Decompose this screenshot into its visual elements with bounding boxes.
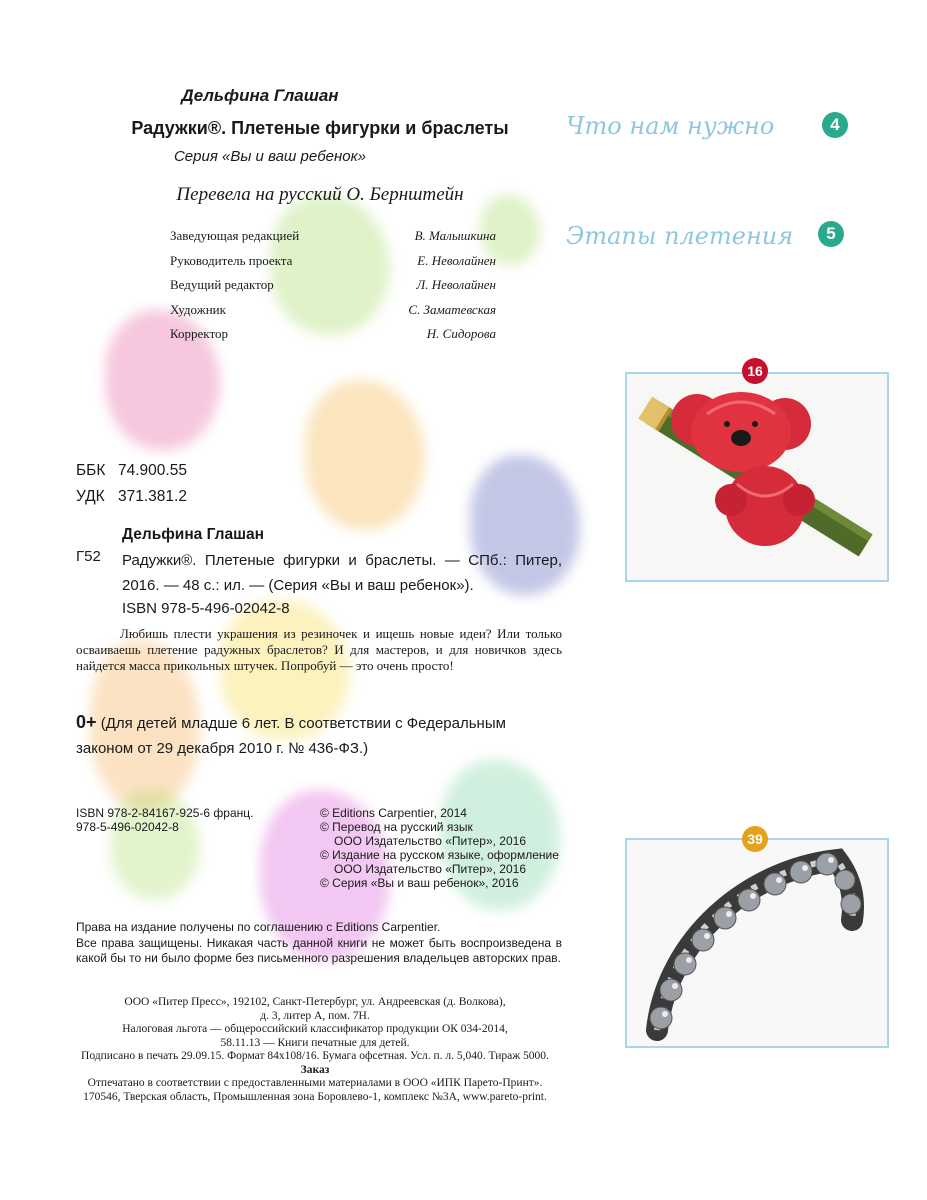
toc-page-badge[interactable]: 5 bbox=[818, 221, 844, 247]
bbk-value: 74.900.55 bbox=[118, 462, 187, 479]
publisher-line: ООО «Питер Пресс», 192102, Санкт-Петербург, ул. Андреевская (д. Волкова), bbox=[124, 996, 506, 1008]
toc-page-badge[interactable]: 4 bbox=[822, 112, 848, 138]
rights-line: Права на издание получены по соглашению с Editions Carpentier. bbox=[76, 920, 441, 934]
credit-role: Корректор bbox=[170, 326, 228, 341]
classification-codes bbox=[76, 458, 187, 510]
publisher-line: д. 3, литер А, пом. 7Н. bbox=[260, 1009, 370, 1022]
credit-name: Н. Сидорова bbox=[426, 326, 496, 341]
bibliography-isbn: ISBN 978-5-496-02042-8 bbox=[122, 600, 290, 617]
credits-list bbox=[170, 228, 496, 351]
copyright-block bbox=[320, 806, 559, 890]
photo-page-badge: 39 bbox=[742, 826, 768, 852]
credit-name: С. Заматевская bbox=[408, 301, 496, 317]
publisher-line: Заказ bbox=[300, 1063, 330, 1076]
isbn-line: 978-5-496-02042-8 bbox=[76, 820, 179, 834]
credit-row bbox=[170, 302, 496, 327]
photo-page-badge: 16 bbox=[742, 358, 768, 384]
toc-item-title[interactable]: Что нам нужно bbox=[566, 112, 775, 140]
publisher-info bbox=[60, 996, 570, 1104]
bbk-line bbox=[76, 458, 187, 484]
rights-line: Все права защищены. Никакая часть данной книги не может быть воспроизведена в какой бы то ни было форме без письменного разрешения владельцев авторских прав. bbox=[76, 935, 562, 965]
credit-role: Художник bbox=[170, 301, 226, 317]
annotation-text: Любишь плести украшения из резиночек и ищешь новые идеи? Или только осваиваешь плетение радужных браслетов? И для мастеров, и для новичков здесь найдется масса прикольных штучек. Попробуй — это очень просто! bbox=[76, 626, 562, 673]
bbk-label: ББК bbox=[76, 462, 106, 479]
copyright-line: © Издание на русском языке, оформление bbox=[320, 848, 559, 862]
faded-figure-orange bbox=[305, 380, 425, 530]
bibliography-code: Г52 bbox=[76, 548, 101, 565]
bibliography-author: Дельфина Глашан bbox=[122, 526, 264, 543]
credit-role: Руководитель проекта bbox=[170, 252, 293, 268]
copyright-line: © Editions Carpentier, 2014 bbox=[320, 806, 467, 820]
series-name: Серия «Вы и ваш ребенок» bbox=[173, 148, 367, 165]
publisher-line: Налоговая льгота — общероссийский классификатор продукции ОК 034-2014, bbox=[122, 1023, 508, 1035]
photo-koala-frame[interactable] bbox=[625, 372, 889, 582]
age-rating bbox=[76, 710, 562, 761]
bracelet-image bbox=[627, 840, 887, 1046]
koala-image bbox=[627, 374, 887, 580]
credit-name: В. Малышкина bbox=[414, 228, 496, 243]
isbn-line: ISBN 978-2-84167-925-6 франц. bbox=[76, 806, 254, 820]
author-name-top: Дельфина Глашан bbox=[181, 86, 339, 105]
publisher-line: 170546, Тверская область, Промышленная зона Боровлево-1, комплекс №3А, www.pareto-print. bbox=[83, 1090, 547, 1103]
credit-row bbox=[170, 228, 496, 253]
publisher-line: 58.11.13 — Книги печатные для детей. bbox=[220, 1036, 410, 1049]
udk-label: УДК bbox=[76, 488, 105, 505]
isbn-block bbox=[76, 806, 253, 834]
credit-name: Е. Неволайнен bbox=[417, 252, 496, 268]
copyright-line: © Перевод на русский язык bbox=[320, 820, 473, 834]
credit-row bbox=[170, 277, 496, 302]
photo-bracelet-frame[interactable] bbox=[625, 838, 889, 1048]
credit-row bbox=[170, 253, 496, 278]
udk-value: 371.381.2 bbox=[118, 488, 187, 505]
credit-name: Л. Неволайнен bbox=[416, 277, 496, 292]
translator-credit: Перевела на русский О. Бернштейн bbox=[176, 184, 464, 205]
copyright-line: © Серия «Вы и ваш ребенок», 2016 bbox=[320, 876, 519, 890]
credit-role: Заведующая редакцией bbox=[170, 228, 300, 243]
book-title: Радужки®. Плетеные фигурки и браслеты bbox=[131, 118, 509, 138]
udk-line bbox=[76, 484, 187, 510]
credit-role: Ведущий редактор bbox=[170, 277, 274, 292]
age-rating-text: (Для детей младше 6 лет. В соответствии с Федеральным законом от 29 декабря 2010 г. № 436-ФЗ.) bbox=[76, 715, 506, 757]
publisher-line: Подписано в печать 29.09.15. Формат 84х108/16. Бумага офсетная. Усл. п. л. 5,040. Тираж 5000. bbox=[81, 1050, 549, 1062]
bibliography-text: Радужки®. Плетеные фигурки и браслеты. — СПб.: Питер, 2016. — 48 с.: ил. — (Серия «Вы и ваш ребенок»). bbox=[122, 552, 562, 594]
rights-notice bbox=[76, 920, 562, 967]
publisher-line: Отпечатано в соответствии с предоставленными материалами в ООО «ИПК Парето-Принт». bbox=[87, 1077, 543, 1089]
age-rating-badge: 0+ bbox=[76, 712, 97, 732]
copyright-line: ООО Издательство «Питер», 2016 bbox=[334, 862, 526, 876]
copyright-line: ООО Издательство «Питер», 2016 bbox=[334, 834, 526, 848]
credit-row bbox=[170, 326, 496, 351]
toc-item-title[interactable]: Этапы плетения bbox=[566, 222, 794, 250]
